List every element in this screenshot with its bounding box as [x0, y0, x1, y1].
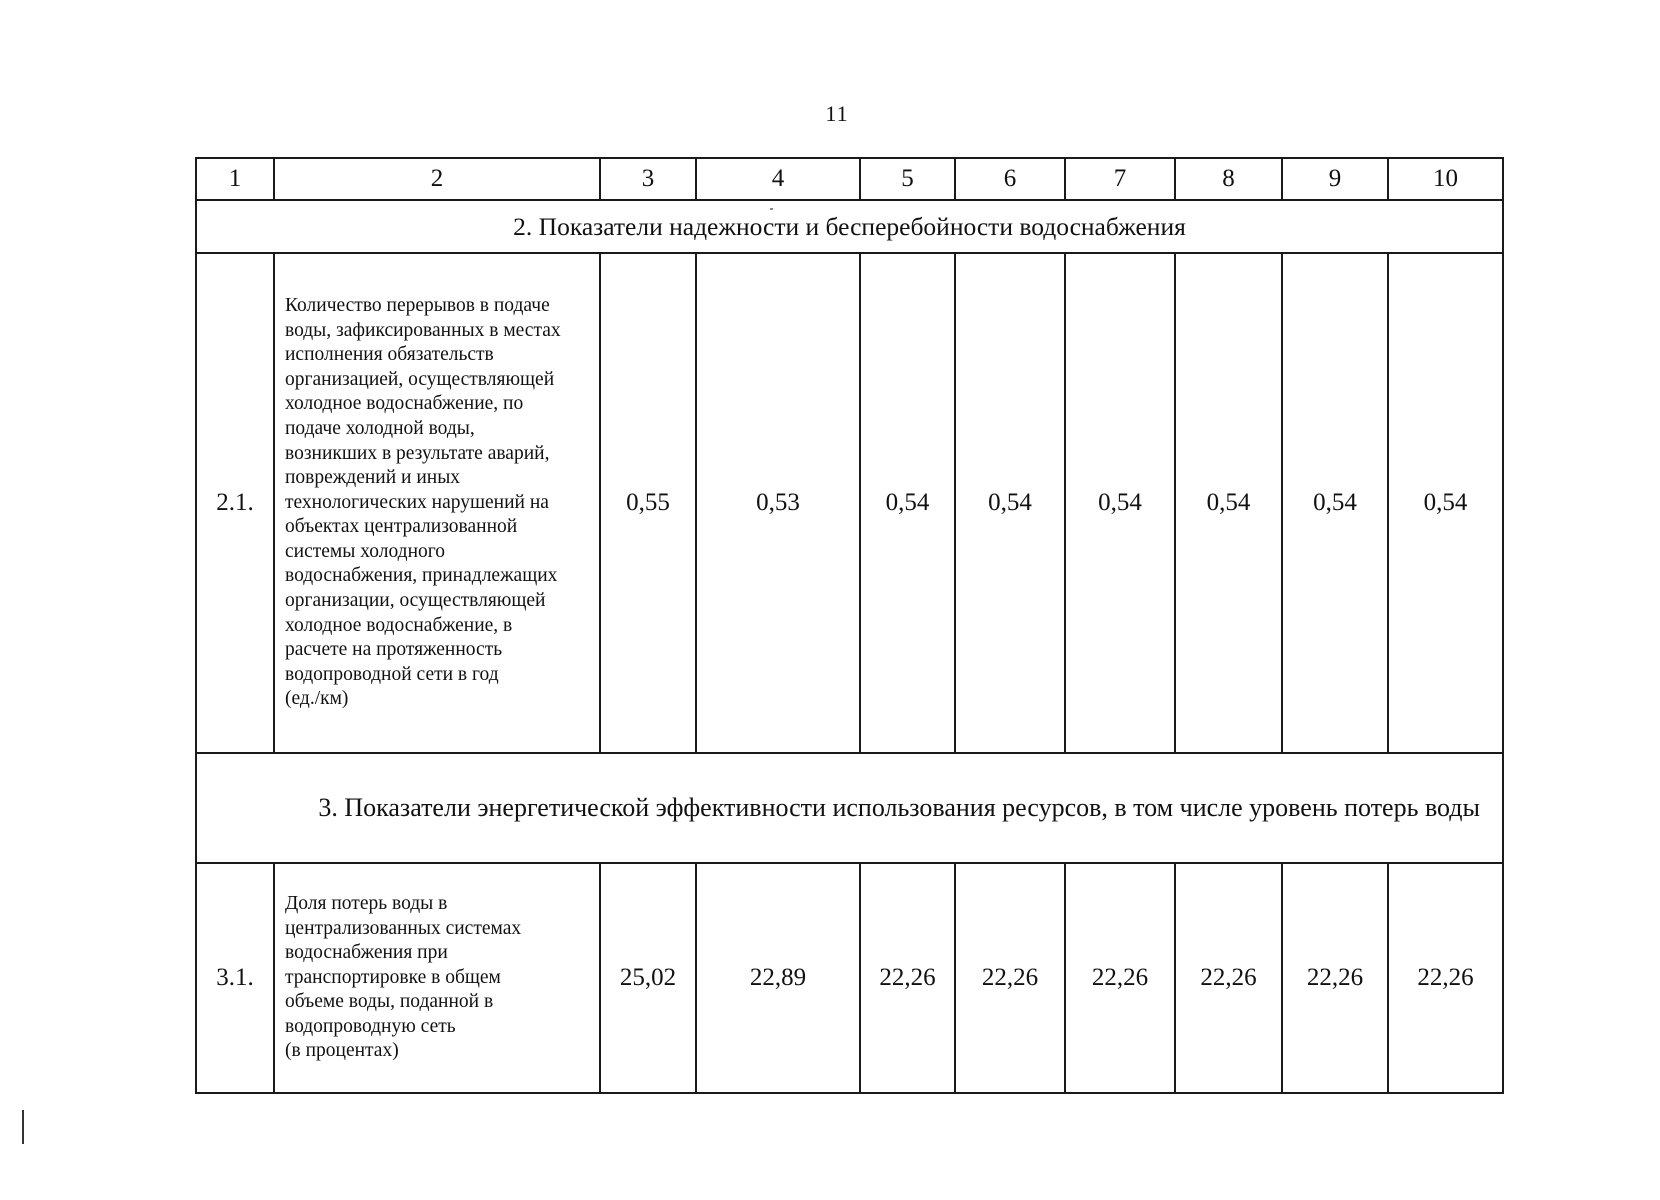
column-number: 5: [860, 158, 955, 200]
section-header-row: [196, 753, 1503, 863]
description-line: централизованных системах: [285, 917, 522, 939]
description-line: возникших в результате аварий,: [285, 442, 550, 464]
value-cell: 0,54: [955, 253, 1065, 753]
value-cell: 25,02: [600, 863, 696, 1093]
column-number: 4: [696, 158, 860, 200]
table-row: [196, 863, 1503, 1093]
section-header-row: [196, 200, 1503, 253]
indicator-description: [274, 863, 600, 1093]
value-cell: 22,26: [1282, 863, 1388, 1093]
description-line: организации, осуществляющей: [285, 590, 546, 612]
description-line: холодное водоснабжение, в: [285, 614, 513, 636]
column-number: 10: [1388, 158, 1503, 200]
description-line: объеме воды, поданной в: [285, 991, 494, 1013]
value-cell: 0,54: [1065, 253, 1175, 753]
column-number: 6: [955, 158, 1065, 200]
value-cell: 22,89: [696, 863, 860, 1093]
description-line: системы холодного: [285, 540, 446, 562]
description-line: объектах централизованной: [285, 516, 518, 538]
description-line: (в процентах): [285, 1040, 399, 1062]
column-number: 9: [1282, 158, 1388, 200]
description-line: водоснабжения, принадлежащих: [285, 565, 558, 587]
description-line: транспортировке в общем: [285, 966, 501, 988]
description-line: технологических нарушений на: [285, 491, 549, 513]
column-number: 3: [600, 158, 696, 200]
section-title: 3. Показатели энергетической эффективности использования ресурсов, в том числе уровень потерь воды: [196, 753, 1503, 863]
indicator-code: 3.1.: [196, 863, 274, 1093]
column-number-row: [196, 158, 1503, 200]
description-line: подаче холодной воды,: [285, 417, 475, 439]
value-cell: 22,26: [1065, 863, 1175, 1093]
description-line: водоснабжения при: [285, 942, 448, 964]
description-line: холодное водоснабжение, по: [285, 393, 524, 415]
description-line: Доля потерь воды в: [285, 892, 448, 914]
value-cell: 0,54: [1282, 253, 1388, 753]
value-cell: 0,53: [696, 253, 860, 753]
value-cell: 22,26: [1388, 863, 1503, 1093]
page-number: 11: [825, 101, 849, 126]
indicator-description: [274, 253, 600, 753]
indicators-table: [195, 157, 1504, 1094]
value-cell: 0,54: [1388, 253, 1503, 753]
description-line: расчете на протяженность: [285, 639, 503, 661]
margin-mark: [22, 1110, 24, 1144]
column-number: 8: [1175, 158, 1282, 200]
description-line: водопроводную сеть: [285, 1015, 456, 1037]
description-line: воды, зафиксированных в местах: [285, 319, 561, 341]
description-line: (ед./км): [285, 688, 349, 710]
value-cell: 22,26: [860, 863, 955, 1093]
column-number: 2: [274, 158, 600, 200]
column-number: 1: [196, 158, 274, 200]
description-line: повреждений и иных: [285, 467, 461, 489]
column-number: 7: [1065, 158, 1175, 200]
description-line: исполнения обязательств: [285, 344, 494, 366]
table-row: [196, 253, 1503, 753]
indicator-code: 2.1.: [196, 253, 274, 753]
value-cell: 0,55: [600, 253, 696, 753]
description-line: водопроводной сети в год: [285, 663, 499, 685]
section-title: 2. Показатели надежности и бесперебойности водоснабжения: [196, 200, 1503, 253]
value-cell: 0,54: [860, 253, 955, 753]
description-line: организацией, осуществляющей: [285, 368, 555, 390]
value-cell: 22,26: [955, 863, 1065, 1093]
value-cell: 0,54: [1175, 253, 1282, 753]
value-cell: 22,26: [1175, 863, 1282, 1093]
description-line: Количество перерывов в подаче: [285, 294, 550, 316]
